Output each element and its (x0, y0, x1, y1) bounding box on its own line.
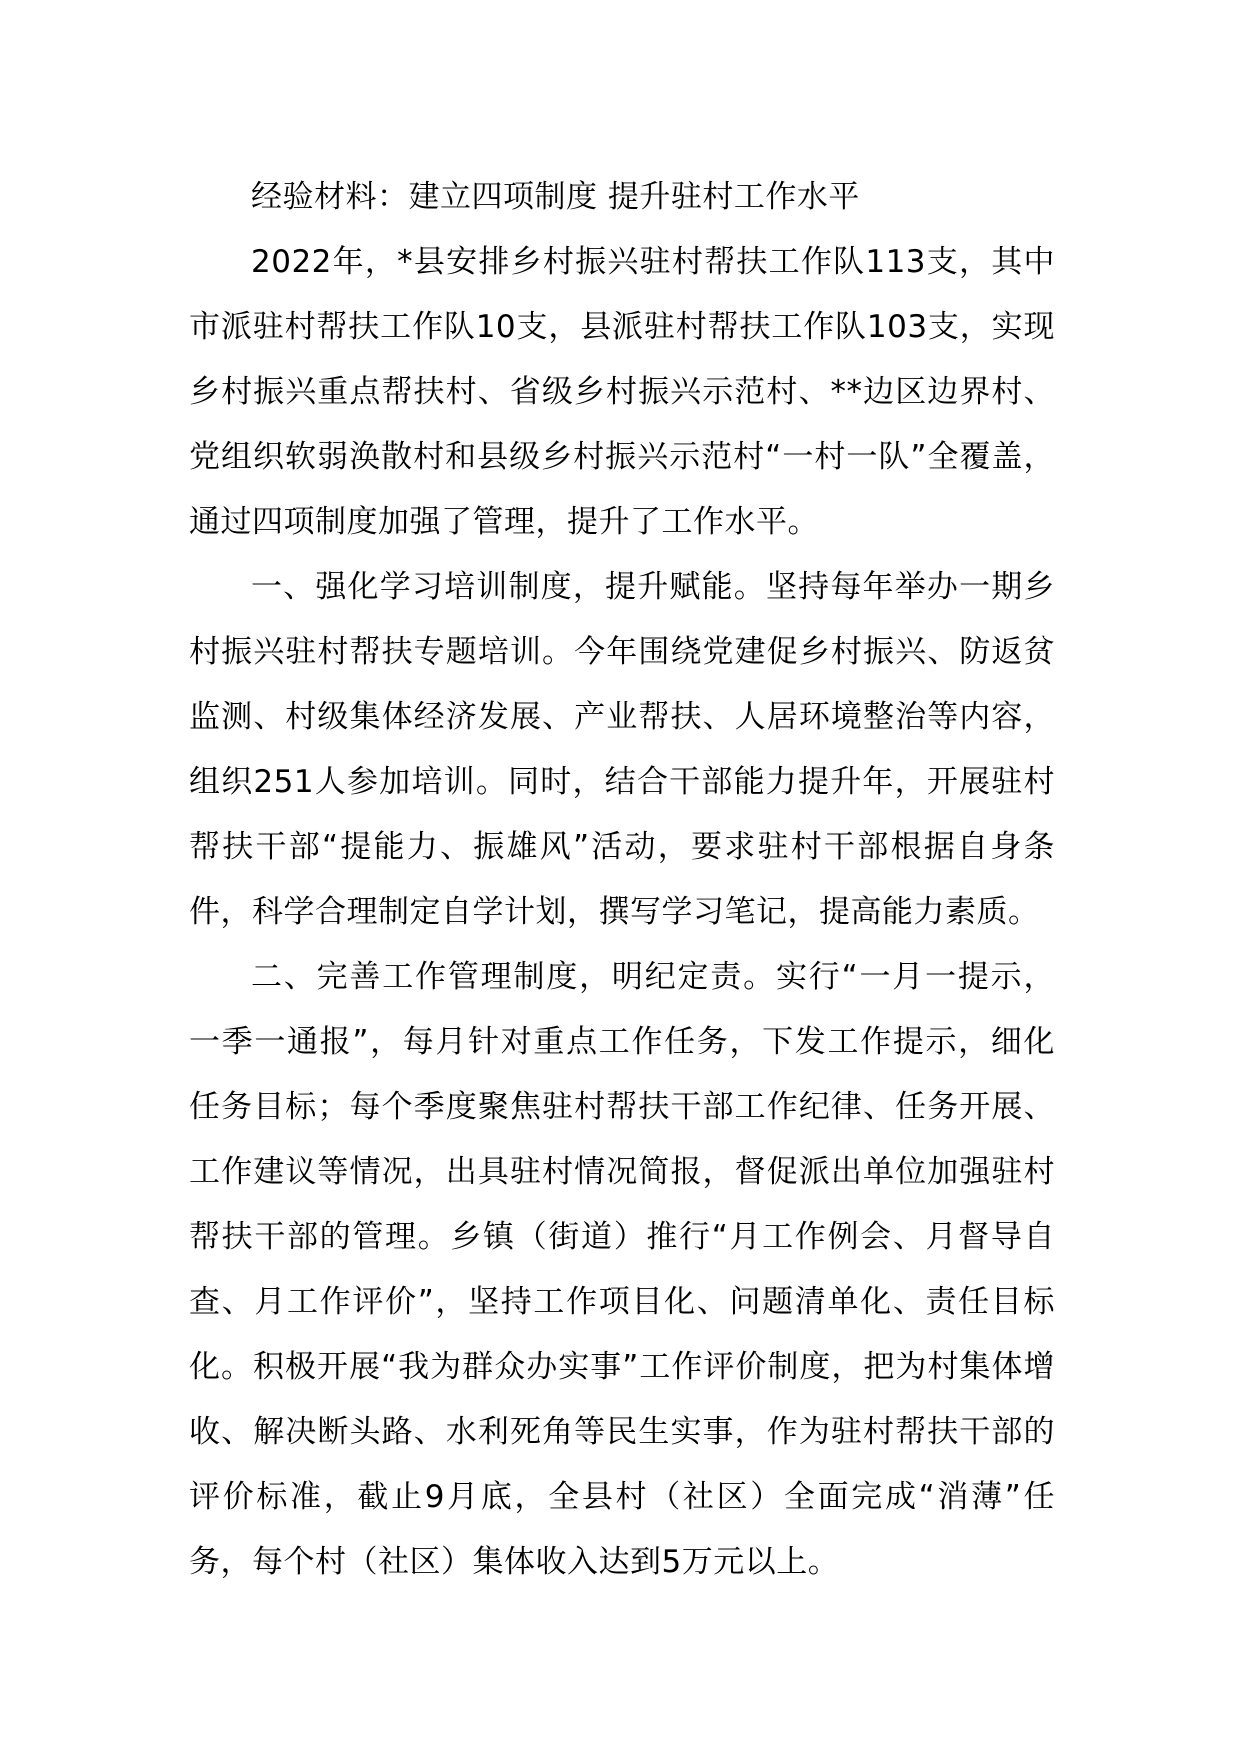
paragraph-intro: 2022年，*县安排乡村振兴驻村帮扶工作队113支，其中市派驻村帮扶工作队10支，县派驻村帮扶工作队103支，实现乡村振兴重点帮扶村、省级乡村振兴示范村、**边区边界村、党组织软弱涣散村和县级乡村振兴示范村“一村一队”全覆盖，通过四项制度加强了管理，提升了工作水平。 (189, 244, 1055, 540)
document-body (189, 165, 1055, 1595)
paragraph-section-two: 二、完善工作管理制度，明纪定责。实行“一月一提示，一季一通报”，每月针对重点工作任务，下发工作提示，细化任务目标；每个季度聚焦驻村帮扶干部工作纪律、任务开展、工作建议等情况，出具驻村情况简报，督促派出单位加强驻村帮扶干部的管理。乡镇（街道）推行“月工作例会、月督导自查、月工作评价”，坚持工作项目化、问题清单化、责任目标化。积极开展“我为群众办实事”工作评价制度，把为村集体增收、解决断头路、水利死角等民生实事，作为驻村帮扶干部的评价标准，截止9月底，全县村（社区）全面完成“消薄”任务，每个村（社区）集体收入达到5万元以上。 (189, 959, 1055, 1580)
paragraph-section-one: 一、强化学习培训制度，提升赋能。坚持每年举办一期乡村振兴驻村帮扶专题培训。今年围绕党建促乡村振兴、防返贫监测、村级集体经济发展、产业帮扶、人居环境整治等内容，组织251人参加培训。同时，结合干部能力提升年，开展驻村帮扶干部“提能力、振雄风”活动，要求驻村干部根据自身条件，科学合理制定自学计划，撰写学习笔记，提高能力素质。 (189, 569, 1055, 930)
document-title: 经验材料：建立四项制度 提升驻村工作水平 (251, 179, 860, 215)
